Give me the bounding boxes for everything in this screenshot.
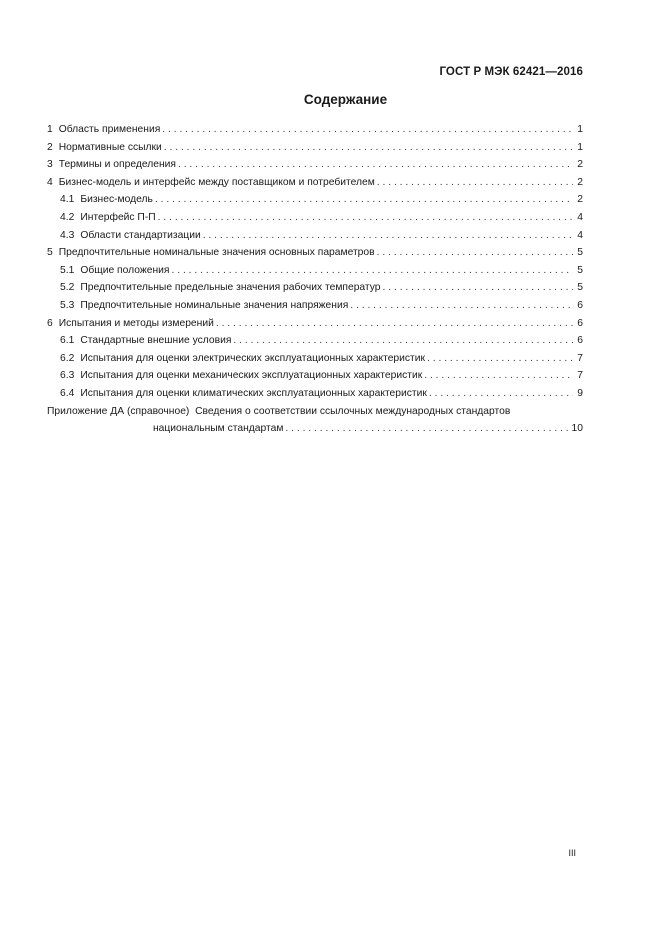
appendix-line-1 xyxy=(47,403,583,421)
toc-entry-page: 2 xyxy=(577,159,583,171)
toc-entry-4[interactable] xyxy=(47,174,583,192)
table-of-contents xyxy=(47,121,583,438)
dot-leader xyxy=(178,156,573,174)
toc-entry-page: 5 xyxy=(577,282,583,294)
toc-entry-number: 5.2 xyxy=(60,282,75,294)
dot-leader xyxy=(285,420,569,438)
dot-leader xyxy=(377,174,573,192)
appendix-title-part-1: Сведения о соответствии ссылочных международных стандартов xyxy=(195,405,511,417)
dot-leader xyxy=(429,385,573,403)
toc-entry-page: 1 xyxy=(577,124,583,135)
toc-entry-5-3[interactable] xyxy=(47,297,583,315)
toc-entry-text: Область применения xyxy=(58,124,161,135)
toc-entry-page: 6 xyxy=(577,299,583,311)
dot-leader xyxy=(216,315,573,333)
dot-leader xyxy=(155,191,573,209)
toc-entry-number: 6.4 xyxy=(60,387,75,399)
toc-entry-text: Предпочтительные номинальные значения основных параметров xyxy=(58,247,375,259)
toc-entry-number: 2 xyxy=(47,141,53,153)
toc-entry-number: 5.1 xyxy=(60,264,75,276)
toc-entry-5[interactable] xyxy=(47,244,583,262)
toc-entry-text: Испытания для оценки электрических эксплуатационных характеристик xyxy=(80,352,426,364)
toc-entry-text: Стандартные внешние условия xyxy=(80,335,232,347)
page-number: III xyxy=(568,848,576,858)
toc-entry-1[interactable] xyxy=(47,121,583,139)
toc-entry-4-3[interactable] xyxy=(47,227,583,245)
toc-entry-6-1[interactable] xyxy=(47,332,583,350)
dot-leader xyxy=(203,227,573,245)
toc-entry-number: 4.1 xyxy=(60,194,75,206)
toc-entry-number: 6.3 xyxy=(60,370,75,382)
toc-entry-6-4[interactable] xyxy=(47,385,583,403)
toc-entry-page: 5 xyxy=(577,264,583,276)
toc-entry-page: 6 xyxy=(577,317,583,329)
dot-leader xyxy=(424,367,573,385)
toc-entry-text: Общие положения xyxy=(80,264,170,276)
appendix-line-2 xyxy=(47,420,583,438)
toc-entry-number: 5.3 xyxy=(60,299,75,311)
toc-entry-text: Бизнес-модель xyxy=(80,194,153,206)
dot-leader xyxy=(158,209,573,227)
toc-entry-text: Термины и определения xyxy=(58,159,176,171)
toc-entry-5-2[interactable] xyxy=(47,279,583,297)
dot-leader xyxy=(377,244,573,262)
toc-entry-text: Испытания для оценки климатических эксплуатационных характеристик xyxy=(80,387,427,399)
dot-leader xyxy=(427,350,573,368)
toc-entry-4-1[interactable] xyxy=(47,191,583,209)
toc-entry-text: Области стандартизации xyxy=(80,229,201,241)
toc-entry-text: Испытания и методы измерений xyxy=(58,317,214,329)
toc-entry-5-1[interactable] xyxy=(47,262,583,280)
toc-entry-6-2[interactable] xyxy=(47,350,583,368)
toc-entry-page: 2 xyxy=(577,194,583,206)
toc-entry-number: 5 xyxy=(47,247,53,259)
standard-code-header: ГОСТ Р МЭК 62421—2016 xyxy=(439,66,583,78)
toc-entry-number: 6.1 xyxy=(60,335,75,347)
toc-entry-number: 4 xyxy=(47,176,53,188)
toc-entry-text: Нормативные ссылки xyxy=(58,141,162,153)
toc-entry-appendix-da[interactable] xyxy=(47,403,583,438)
toc-entry-text: Интерфейс П-П xyxy=(80,211,156,223)
toc-entry-page: 5 xyxy=(577,247,583,259)
toc-entry-page: 4 xyxy=(577,229,583,241)
toc-entry-page: 10 xyxy=(571,423,583,435)
toc-entry-number: 1 xyxy=(47,124,53,135)
toc-entry-number: 4.3 xyxy=(60,229,75,241)
dot-leader xyxy=(350,297,573,315)
appendix-label: Приложение ДА (справочное) xyxy=(47,405,190,417)
toc-entry-page: 7 xyxy=(577,370,583,382)
dot-leader xyxy=(383,279,573,297)
toc-entry-6[interactable] xyxy=(47,315,583,333)
toc-entry-page: 6 xyxy=(577,335,583,347)
toc-entry-number: 6 xyxy=(47,317,53,329)
toc-entry-3[interactable] xyxy=(47,156,583,174)
toc-entry-4-2[interactable] xyxy=(47,209,583,227)
toc-entry-text: Бизнес-модель и интерфейс между поставщиком и потребителем xyxy=(58,176,375,188)
toc-entry-6-3[interactable] xyxy=(47,367,583,385)
toc-entry-2[interactable] xyxy=(47,139,583,157)
toc-entry-number: 3 xyxy=(47,159,53,171)
toc-entry-page: 9 xyxy=(577,387,583,399)
appendix-title-part-2: национальным стандартам xyxy=(153,423,284,435)
toc-entry-page: 7 xyxy=(577,352,583,364)
toc-entry-page: 1 xyxy=(577,141,583,153)
toc-title: Содержание xyxy=(303,92,388,107)
dot-leader xyxy=(164,139,573,157)
dot-leader xyxy=(233,332,573,350)
dot-leader xyxy=(172,262,574,280)
toc-entry-text: Предпочтительные номинальные значения напряжения xyxy=(80,299,349,311)
toc-entry-text: Испытания для оценки механических эксплуатационных характеристик xyxy=(80,370,423,382)
toc-entry-page: 4 xyxy=(577,211,583,223)
toc-entry-page: 2 xyxy=(577,176,583,188)
toc-entry-text: Предпочтительные предельные значения рабочих температур xyxy=(80,282,381,294)
dot-leader xyxy=(162,121,573,139)
toc-entry-number: 4.2 xyxy=(60,211,75,223)
toc-entry-number: 6.2 xyxy=(60,352,75,364)
